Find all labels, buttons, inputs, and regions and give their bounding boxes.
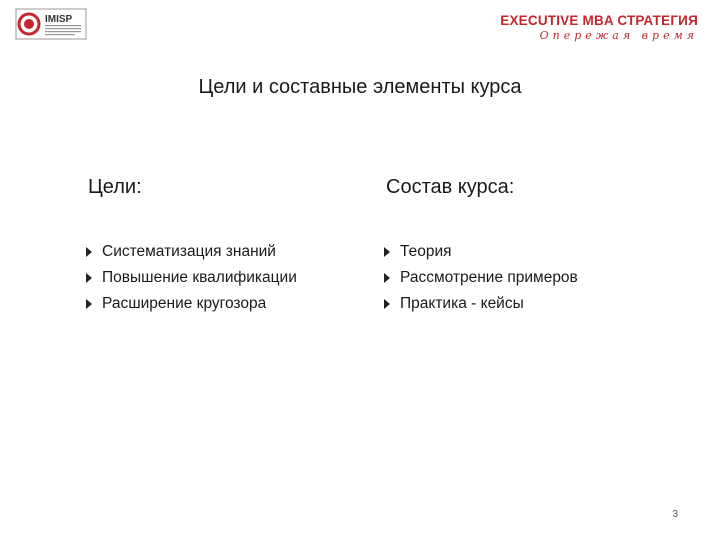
executive-mba-logo-main: EXECUTIVE MBA СТРАТЕГИЯ [500, 13, 698, 28]
list-item-text: Повышение квалификации [102, 269, 297, 286]
list-item [86, 239, 297, 265]
executive-mba-logo-tagline: Опережая время [539, 29, 698, 42]
list-item-text: Рассмотрение примеров [400, 269, 578, 286]
list-item [384, 291, 578, 317]
bullet-arrow-icon [384, 299, 390, 309]
list-item-text: Расширение кругозора [102, 295, 267, 312]
list-item-text: Теория [400, 243, 452, 260]
imisp-logo [15, 8, 87, 40]
list-item [86, 265, 297, 291]
list-item-text: Систематизация знаний [102, 243, 276, 260]
course-structure-column [386, 176, 578, 317]
goals-heading: Цели: [88, 176, 142, 198]
list-item [86, 291, 297, 317]
executive-mba-logo [500, 13, 698, 42]
svg-text:IMISP: IMISP [45, 14, 73, 25]
bullet-arrow-icon [86, 273, 92, 283]
bullet-arrow-icon [86, 247, 92, 257]
goals-list [86, 239, 297, 317]
bullet-arrow-icon [86, 299, 92, 309]
bullet-arrow-icon [384, 247, 390, 257]
list-item [384, 265, 578, 291]
slide-title: Цели и составные элементы курса [198, 76, 522, 98]
course-structure-heading: Состав курса: [386, 176, 515, 198]
list-item [384, 239, 578, 265]
list-item-text: Практика - кейсы [400, 295, 524, 312]
goals-column [88, 176, 297, 317]
bullet-arrow-icon [384, 273, 390, 283]
page-number: 3 [672, 509, 678, 520]
course-structure-list [384, 239, 578, 317]
